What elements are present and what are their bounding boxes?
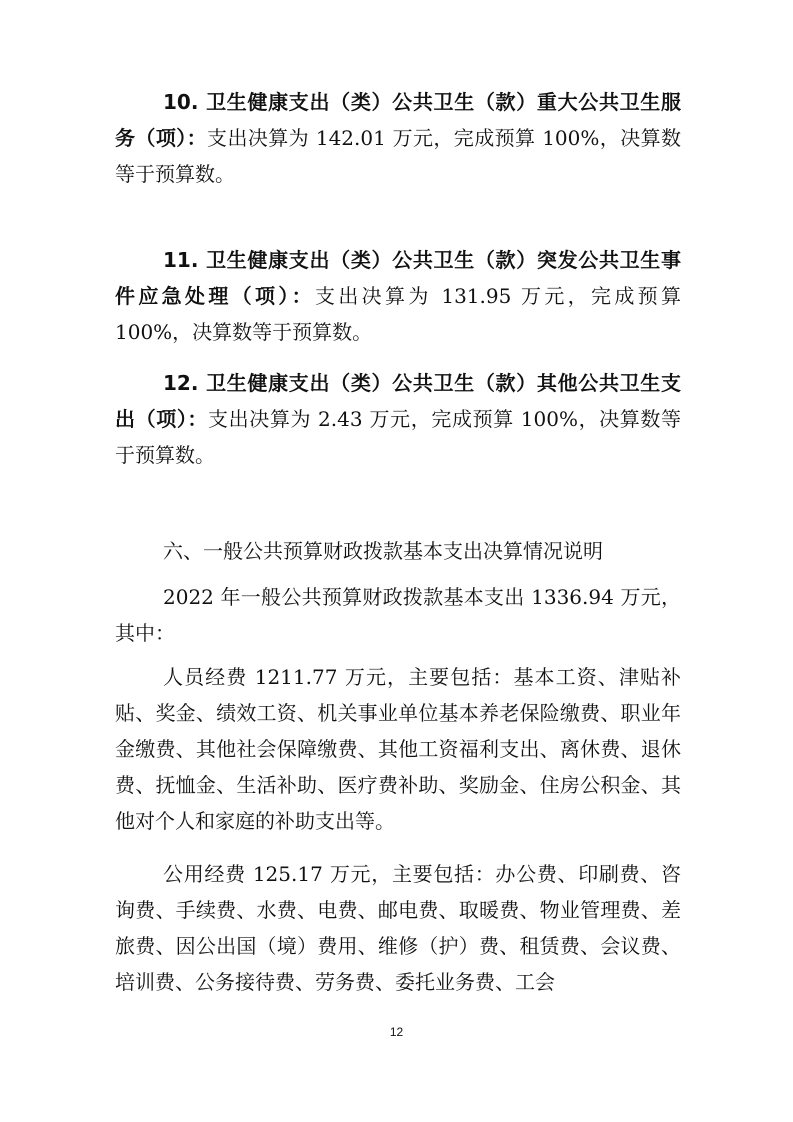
item-12-paragraph [115, 365, 681, 473]
public-expense-paragraph: 公用经费 125.17 万元，主要包括：办公费、印刷费、咨询费、手续费、水费、电费、邮电费、取暖费、物业管理费、差旅费、因公出国（境）费用、维修（护）费、租赁费、会议费、培训费、公务接待费、劳务费、委托业务费、工会 [115, 862, 681, 994]
section-heading: 六、一般公共预算财政拨款基本支出决算情况说明 [163, 539, 603, 563]
item-11-body: 支出决算为 131.95 万元，完成预算 100%，决算数等于预算数。 [115, 284, 682, 344]
intro-paragraph: 2022 年一般公共预算财政拨款基本支出 1336.94 万元，其中： [115, 585, 681, 645]
item-11-paragraph [115, 242, 681, 350]
personnel-expense-paragraph: 人员经费 1211.77 万元，主要包括：基本工资、津贴补贴、奖金、绩效工资、机关事业单位基本养老保险缴费、职业年金缴费、其他社会保障缴费、其他工资福利支出、离休费、退休费、抚恤金、生活补助、医疗费补助、奖励金、住房公积金、其他对个人和家庭的补助支出等。 [115, 665, 681, 833]
page-number: 12 [389, 1025, 404, 1039]
item-12-heading: 12. 卫生健康支出（类）公共卫生（款）其他公共卫生支出（项）： [115, 371, 681, 431]
item-10-paragraph [115, 84, 681, 192]
item-12-body: 支出决算为 2.43 万元，完成预算 100%，决算数等于预算数。 [115, 407, 682, 467]
item-10-heading: 10. 卫生健康支出（类）公共卫生（款）重大公共卫生服务（项）： [115, 90, 681, 150]
item-10-body: 支出决算为 142.01 万元，完成预算 100%，决算数等于预算数。 [115, 126, 682, 186]
item-11-heading: 11. 卫生健康支出（类）公共卫生（款）突发公共卫生事件应急处理（项）： [115, 248, 681, 308]
